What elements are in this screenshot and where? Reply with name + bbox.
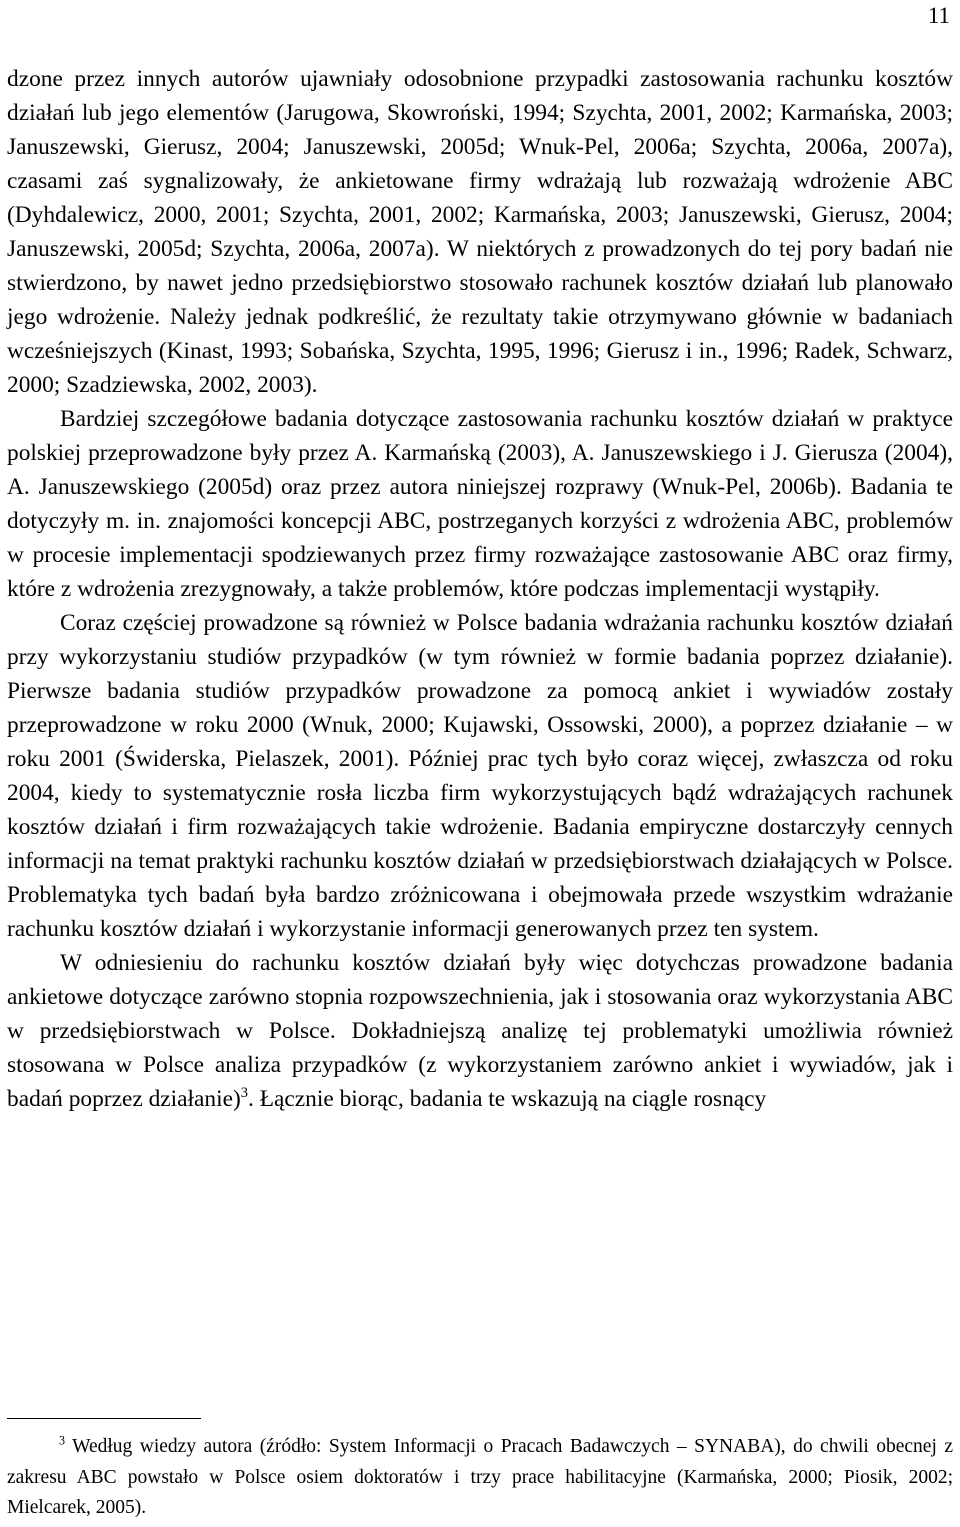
footnote-text: Według wiedzy autora (źródło: System Informacji o Pracach Badawczych – SYNABA), do chwili obecnej z zakresu ABC powstało w Polsce osiem doktoratów i trzy prace habilitacyjne (Karmańska, 2000; Piosik, 2002; Mielcarek, 2005). bbox=[7, 1436, 953, 1518]
page-number: 11 bbox=[927, 3, 950, 28]
paragraph-2: Bardziej szczegółowe badania dotyczące zastosowania rachunku kosztów działań w praktyce polskiej przeprowadzone były przez A. Karmańską (2003), A. Januszewskiego i J. Gierusza (2004), A. Januszewskiego (2005d) oraz przez autora niniejszej rozprawy (Wnuk-Pel, 2006b). Badania te dotyczyły m. in. znajomości koncepcji ABC, postrzeganych korzyści z wdrożenia ABC, problemów w procesie implementacji spodziewanych przez firmy rozważające zastosowanie ABC oraz firmy, które z wdrożenia zrezygnowały, a także problemów, które podczas implementacji wystąpiły. bbox=[7, 406, 953, 602]
paragraph-1: dzone przez innych autorów ujawniały odosobnione przypadki zastosowania rachunku kosztów działań lub jego elementów (Jarugowa, Skowroński, 1994; Szychta, 2001, 2002; Karmańska, 2003; Januszewski, Gierusz, 2004; Januszewski, 2005d; Wnuk-Pel, 2006a; Szychta, 2006a, 2007a), czasami zaś sygnalizowały, że ankietowane firmy wdrażają lub rozważają wdrożenie ABC (Dyhdalewicz, 2000, 2001; Szychta, 2001, 2002; Karmańska, 2003; Januszewski, Gierusz, 2004; Januszewski, 2005d; Szychta, 2006a, 2007a). W niektórych z prowadzonych do tej pory badań nie stwierdzono, by nawet jedno przedsiębiorstwo stosowało rachunek kosztów działań lub planowało jego wdrożenie. Należy jednak podkreślić, że rezultaty takie otrzymywano głównie w badaniach wcześniejszych (Kinast, 1993; Sobańska, Szychta, 1995, 1996; Gierusz i in., 1996; Radek, Schwarz, 2000; Szadziewska, 2002, 2003). bbox=[7, 66, 953, 398]
footnote bbox=[7, 1432, 953, 1524]
footnote-separator bbox=[7, 1418, 201, 1419]
footnote-reference[interactable]: 3 bbox=[240, 1085, 249, 1102]
paragraph-3: Coraz częściej prowadzone są również w Polsce badania wdrażania rachunku kosztów działań przy wykorzystaniu studiów przypadków (w tym również w formie badania poprzez działanie). Pierwsze badania studiów przypadków prowadzone za pomocą ankiet i wywiadów zostały przeprowadzone w roku 2000 (Wnuk, 2000; Kujawski, Ossowski, 2000), a poprzez działanie – w roku 2001 (Świderska, Pielaszek, 2001). Później prac tych było coraz więcej, zwłaszcza od roku 2004, kiedy to systematycznie rosła liczba firm wykorzystujących bądź wdrażających rachunek kosztów działań i firm rozważających takie wdrożenie. Badania empiryczne dostarczyły cennych informacji na temat praktyki rachunku kosztów działań w przedsiębiorstwach działających w Polsce. Problematyka tych badań była bardzo zróżnicowana i obejmowała przede wszystkim wdrażanie rachunku kosztów działań i wykorzystanie informacji generowanych przez ten system. bbox=[7, 610, 953, 942]
paragraph-4 bbox=[7, 946, 953, 1116]
footnote-marker: 3 bbox=[59, 1433, 66, 1448]
paragraph-4-text-continued: . Łącznie biorąc, badania te wskazują na ciągle rosnący bbox=[248, 1086, 767, 1112]
body-text bbox=[7, 62, 953, 1116]
paragraph-4-text: W odniesieniu do rachunku kosztów działań były więc dotychczas prowadzone badania ankietowe dotyczące zarówno stopnia rozpowszechnienia, jak i stosowania oraz wykorzystania ABC w przedsiębiorstwach w Polsce. Dokładniejszą analizę tej problematyki umożliwia również stosowana w Polsce analiza przypadków (z wykorzystaniem zarówno ankiet i wywiadów, jak i badań poprzez działanie) bbox=[7, 950, 953, 1112]
